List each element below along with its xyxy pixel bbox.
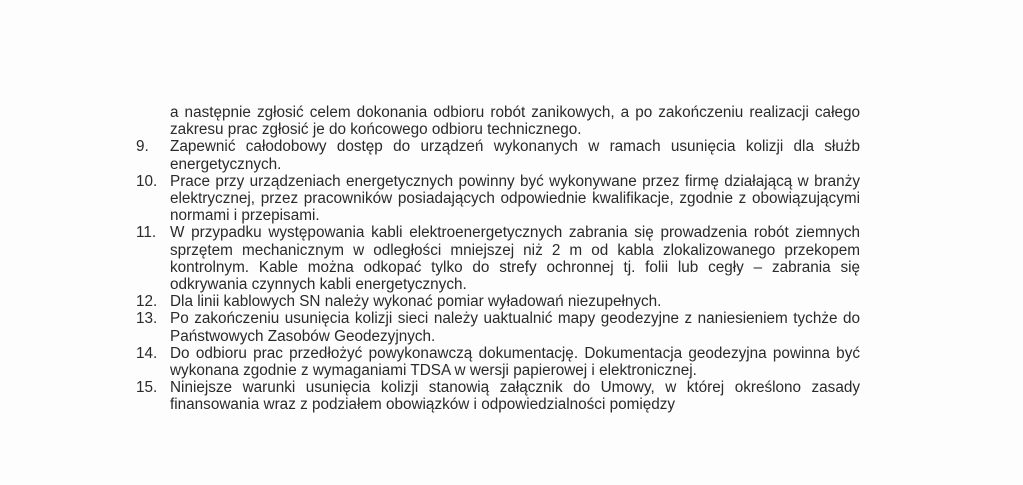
list-item-11 — [136, 224, 860, 293]
list-item-number: 12. — [136, 293, 158, 311]
list-item-text: Do odbioru prac przedłożyć powykonawczą dokumentację. Dokumentacja geodezyjna powinna być wykonana zgodnie z wymaganiami TDSA w wersji papierowej i elektronicznej. — [170, 344, 860, 380]
list-item-text: Zapewnić całodobowy dostęp do urządzeń wykonanych w ramach usunięcia kolizji dla służb energetycznych. — [170, 138, 860, 173]
conditions-list — [136, 104, 860, 414]
list-item-text: Niniejsze warunki usunięcia kolizji stanowią załącznik do Umowy, w której określono zasady finansowania wraz z podziałem obowiązków i odpowiedzialności pomiędzy — [170, 379, 860, 414]
list-item-9 — [136, 138, 860, 172]
list-item-10 — [136, 173, 860, 225]
list-item-text: Dla linii kablowych SN należy wykonać pomiar wyładowań niezupełnych. — [170, 293, 662, 311]
list-item-number: 13. — [136, 310, 158, 328]
intro-paragraph — [136, 104, 860, 138]
list-item-12 — [136, 293, 860, 310]
list-item-text: Po zakończeniu usunięcia kolizji sieci należy uaktualnić mapy geodezyjne z naniesieniem tychże do Państwowych Zasobów Geodezyjnych. — [170, 310, 860, 345]
list-item-number: 15. — [136, 379, 158, 397]
list-item-text: W przypadku występowania kabli elektroenergetycznych zabrania się prowadzenia robót ziemnych sprzętem mechanicznym w odległości mniejszej niż 2 m od kabla zlokalizowanego przekopem kontrolnym. Kable można odkopać tylko do strefy ochronnej tj. folii lub cegły – zabrania się odkrywania czynnych kabli energetycznych. — [170, 224, 860, 294]
intro-text: a następnie zgłosić celem dokonania odbioru robót zanikowych, a po zakończeniu realizacji całego zakresu prac zgłosić je do końcowego odbioru technicznego. — [170, 104, 860, 139]
list-item-number: 10. — [136, 172, 158, 190]
list-item-14 — [136, 345, 860, 379]
list-item-13 — [136, 310, 860, 344]
list-item-number: 14. — [136, 344, 158, 362]
list-item-number: 9. — [136, 138, 149, 156]
list-item-number: 11. — [136, 224, 157, 242]
list-item-text: Prace przy urządzeniach energetycznych powinny być wykonywane przez firmę działającą w branży elektrycznej, przez pracowników posiadających odpowiednie kwalifikacje, zgodnie z obowiązującymi normami i przepisami. — [170, 172, 860, 225]
list-item-15 — [136, 379, 860, 413]
